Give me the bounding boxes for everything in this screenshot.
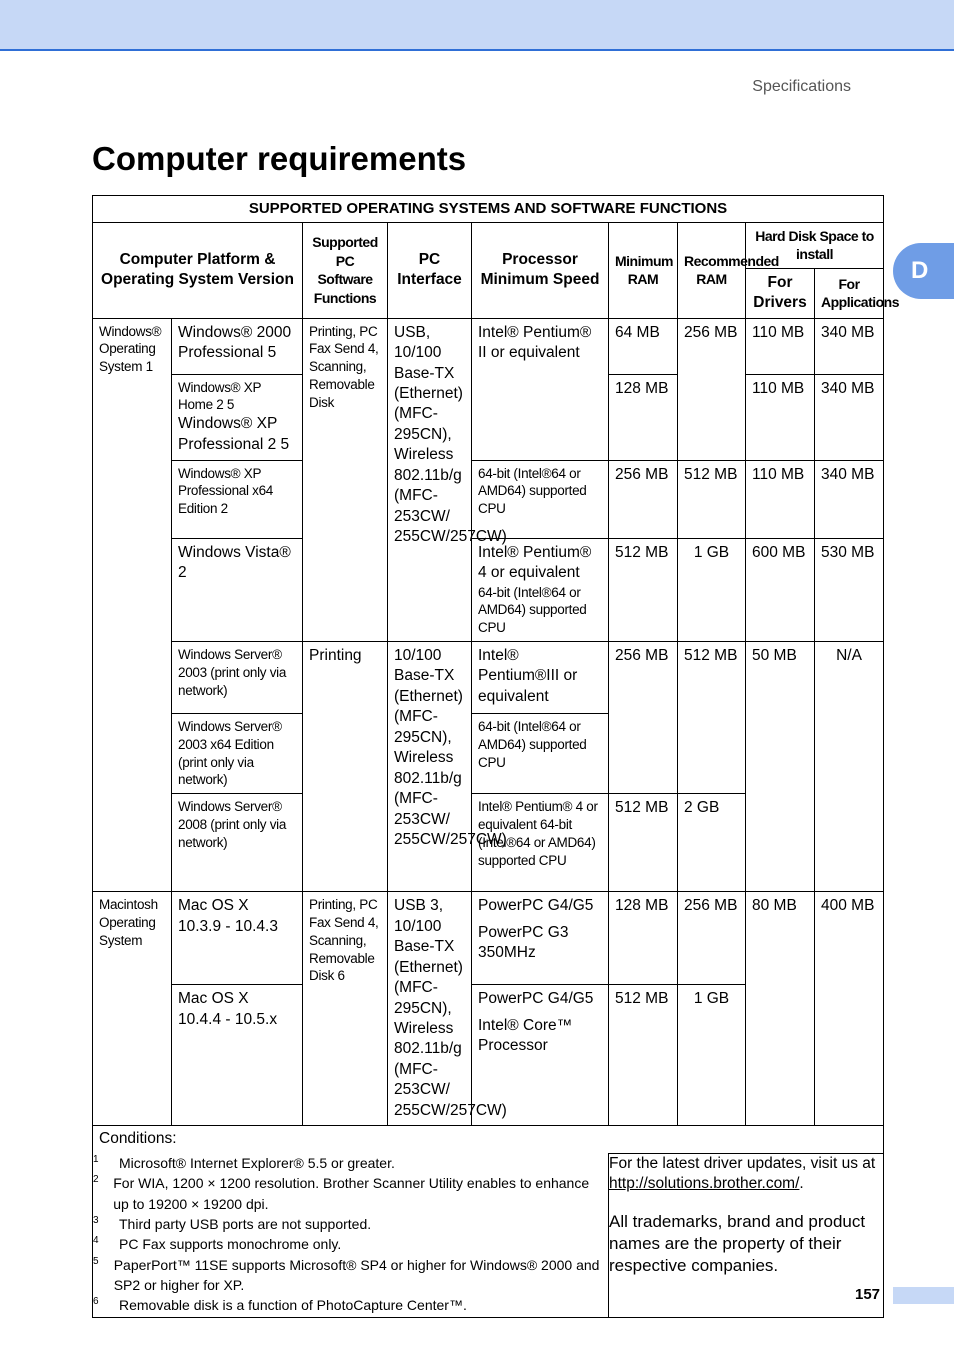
mac-min-ram-2: 512 MB bbox=[609, 985, 678, 1126]
header-rec-ram: Recommended RAM bbox=[678, 222, 746, 318]
header-processor: Processor Minimum Speed bbox=[472, 222, 609, 318]
win-server-2003-x64: Windows Server® 2003 x64 Edition (print only via network) bbox=[172, 713, 303, 793]
drv-110b: 110 MB bbox=[746, 374, 815, 460]
ram-128: 128 MB bbox=[609, 374, 678, 460]
footnotes bbox=[93, 1153, 609, 1317]
server-rec-ram: 512 MB bbox=[678, 641, 746, 793]
mac-interface: USB 3, 10/100 Base-TX (Ethernet) (MFC-295CN), Wireless 802.11b/g (MFC-253CW/ 255CW/257CW) bbox=[388, 892, 472, 1126]
section-name: Specifications bbox=[752, 78, 851, 95]
table-title: SUPPORTED OPERATING SYSTEMS AND SOFTWARE FUNCTIONS bbox=[93, 196, 884, 223]
header-platform: Computer Platform & Operating System Version bbox=[93, 222, 303, 318]
cpu-pentium2: Intel® Pentium® II or equivalent bbox=[472, 318, 609, 460]
page-title: Computer requirements bbox=[92, 140, 467, 177]
x64-apps: 340 MB bbox=[815, 460, 884, 538]
server-interface: 10/100 Base-TX (Ethernet) (MFC-295CN), Wireless 802.11b/g (MFC-253CW/ 255CW/257CW) bbox=[388, 641, 472, 891]
vista-drivers: 600 MB bbox=[746, 538, 815, 641]
vista-apps: 530 MB bbox=[815, 538, 884, 641]
cpu-p4-text: Intel® Pentium® 4 or equivalent bbox=[478, 543, 592, 582]
win-server-2008: Windows Server® 2008 (print only via network) bbox=[172, 794, 303, 892]
header-drivers: For Drivers bbox=[746, 268, 815, 318]
conditions-label: Conditions: bbox=[93, 1126, 884, 1153]
mac-cpu-1 bbox=[472, 892, 609, 985]
win-vista: Windows Vista® 2 bbox=[172, 538, 303, 641]
app-340b: 340 MB bbox=[815, 374, 884, 460]
win-xp-home-pro bbox=[172, 374, 303, 460]
mac-apps: 400 MB bbox=[815, 892, 884, 1126]
srv2008-min-ram: 512 MB bbox=[609, 794, 678, 892]
x64-rec-ram: 512 MB bbox=[678, 460, 746, 538]
footnote-4: 4 PC Fax supports monochrome only. bbox=[93, 1235, 342, 1253]
mac-rec-ram-1: 256 MB bbox=[678, 892, 746, 985]
footnote-2: 2 For WIA, 1200 × 1200 resolution. Brother Scanner Utility enables to enhance up to 19200 × 19200 dpi. bbox=[93, 1174, 590, 1212]
header-min-ram: Minimum RAM bbox=[609, 222, 678, 318]
footnote-6: 6 Removable disk is a function of PhotoCapture Center™. bbox=[93, 1296, 467, 1314]
solutions-link[interactable]: http://solutions.brother.com/ bbox=[609, 1175, 800, 1193]
requirements-table bbox=[92, 195, 900, 1318]
cpu-pentium4 bbox=[472, 538, 609, 641]
header-apps: For Applications bbox=[815, 268, 884, 318]
app-340a: 340 MB bbox=[815, 318, 884, 374]
win-server-2003: Windows Server® 2003 (print only via network) bbox=[172, 641, 303, 713]
mac-os: Macintosh Operating System bbox=[93, 892, 172, 1126]
driver-update-note: For the latest driver updates, visit us at http://solutions.brother.com/. bbox=[609, 1154, 876, 1193]
appendix-tab[interactable]: D bbox=[893, 243, 954, 299]
footnote-5: 5 PaperPort™ 11SE supports Microsoft® SP4 or higher for Windows® 2000 and SP2 or higher for XP. bbox=[93, 1255, 600, 1293]
server-apps: N/A bbox=[815, 641, 884, 891]
cpu-pentium3: Intel® Pentium®III or equivalent bbox=[472, 641, 609, 713]
mac-cpu-2b: Intel® Core™ Processor bbox=[478, 1016, 573, 1055]
vista-min-ram: 512 MB bbox=[609, 538, 678, 641]
win-2000: Windows® 2000 Professional 5 bbox=[172, 318, 303, 374]
vista-rec-ram: 1 GB bbox=[678, 538, 746, 641]
server-software: Printing bbox=[303, 641, 388, 891]
trademark-note: All trademarks, brand and product names are the property of their respective companies. bbox=[609, 1211, 866, 1275]
footnote-3: 3 Third party USB ports are not supported. bbox=[93, 1215, 372, 1233]
header-disk: Hard Disk Space to install bbox=[746, 222, 884, 268]
win-xp-x64: Windows® XP Professional x64 Edition 2 bbox=[172, 460, 303, 538]
rec-256: 256 MB bbox=[678, 318, 746, 460]
notes-box bbox=[609, 1153, 884, 1317]
x64-drivers: 110 MB bbox=[746, 460, 815, 538]
mac-rec-ram-2: 1 GB bbox=[678, 985, 746, 1126]
mac-version-2: Mac OS X 10.4.4 - 10.5.x bbox=[172, 985, 303, 1126]
windows-os: Windows® Operating System 1 bbox=[93, 318, 172, 892]
mac-cpu-1b: PowerPC G3 350MHz bbox=[478, 923, 569, 962]
header-software: Supported PC Software Functions bbox=[303, 222, 388, 318]
cpu-server-2008: Intel® Pentium® 4 or equivalent 64-bit (Intel®64 or AMD64) supported CPU bbox=[472, 794, 609, 892]
mac-cpu-1a: PowerPC G4/G5 bbox=[478, 897, 594, 915]
top-banner bbox=[0, 0, 954, 51]
win-xp-pro: Windows® XP Professional 2 5 bbox=[178, 415, 290, 453]
page-number: 157 bbox=[855, 1286, 881, 1303]
win-xp-home: Windows® XP Home 2 5 bbox=[178, 379, 261, 413]
mac-min-ram-1: 128 MB bbox=[609, 892, 678, 985]
mac-cpu-2a: PowerPC G4/G5 bbox=[478, 990, 594, 1008]
header-interface: PC Interface bbox=[388, 222, 472, 318]
footnote-1: 1 Microsoft® Internet Explorer® 5.5 or greater. bbox=[93, 1154, 395, 1172]
drv-110a: 110 MB bbox=[746, 318, 815, 374]
mac-drivers: 80 MB bbox=[746, 892, 815, 1126]
mac-version-1: Mac OS X 10.3.9 - 10.4.3 bbox=[172, 892, 303, 985]
win-desktop-software: Printing, PC Fax Send 4, Scanning, Removable Disk bbox=[303, 318, 388, 641]
cpu-server-64: 64-bit (Intel®64 or AMD64) supported CPU bbox=[472, 713, 609, 793]
x64-min-ram: 256 MB bbox=[609, 460, 678, 538]
mac-software: Printing, PC Fax Send 4, Scanning, Removable Disk 6 bbox=[303, 892, 388, 1126]
page-number-bar bbox=[893, 1287, 954, 1304]
win-desktop-interface: USB, 10/100 Base-TX (Ethernet) (MFC-295CN), Wireless 802.11b/g (MFC-253CW/ 255CW/257CW) bbox=[388, 318, 472, 641]
cpu-x64: 64-bit (Intel®64 or AMD64) supported CPU bbox=[472, 460, 609, 538]
server-min-ram: 256 MB bbox=[609, 641, 678, 793]
server-drivers: 50 MB bbox=[746, 641, 815, 891]
srv2008-rec-ram: 2 GB bbox=[678, 794, 746, 892]
cpu-p4-64: 64-bit (Intel®64 or AMD64) supported CPU bbox=[478, 584, 587, 636]
ram-64: 64 MB bbox=[609, 318, 678, 374]
